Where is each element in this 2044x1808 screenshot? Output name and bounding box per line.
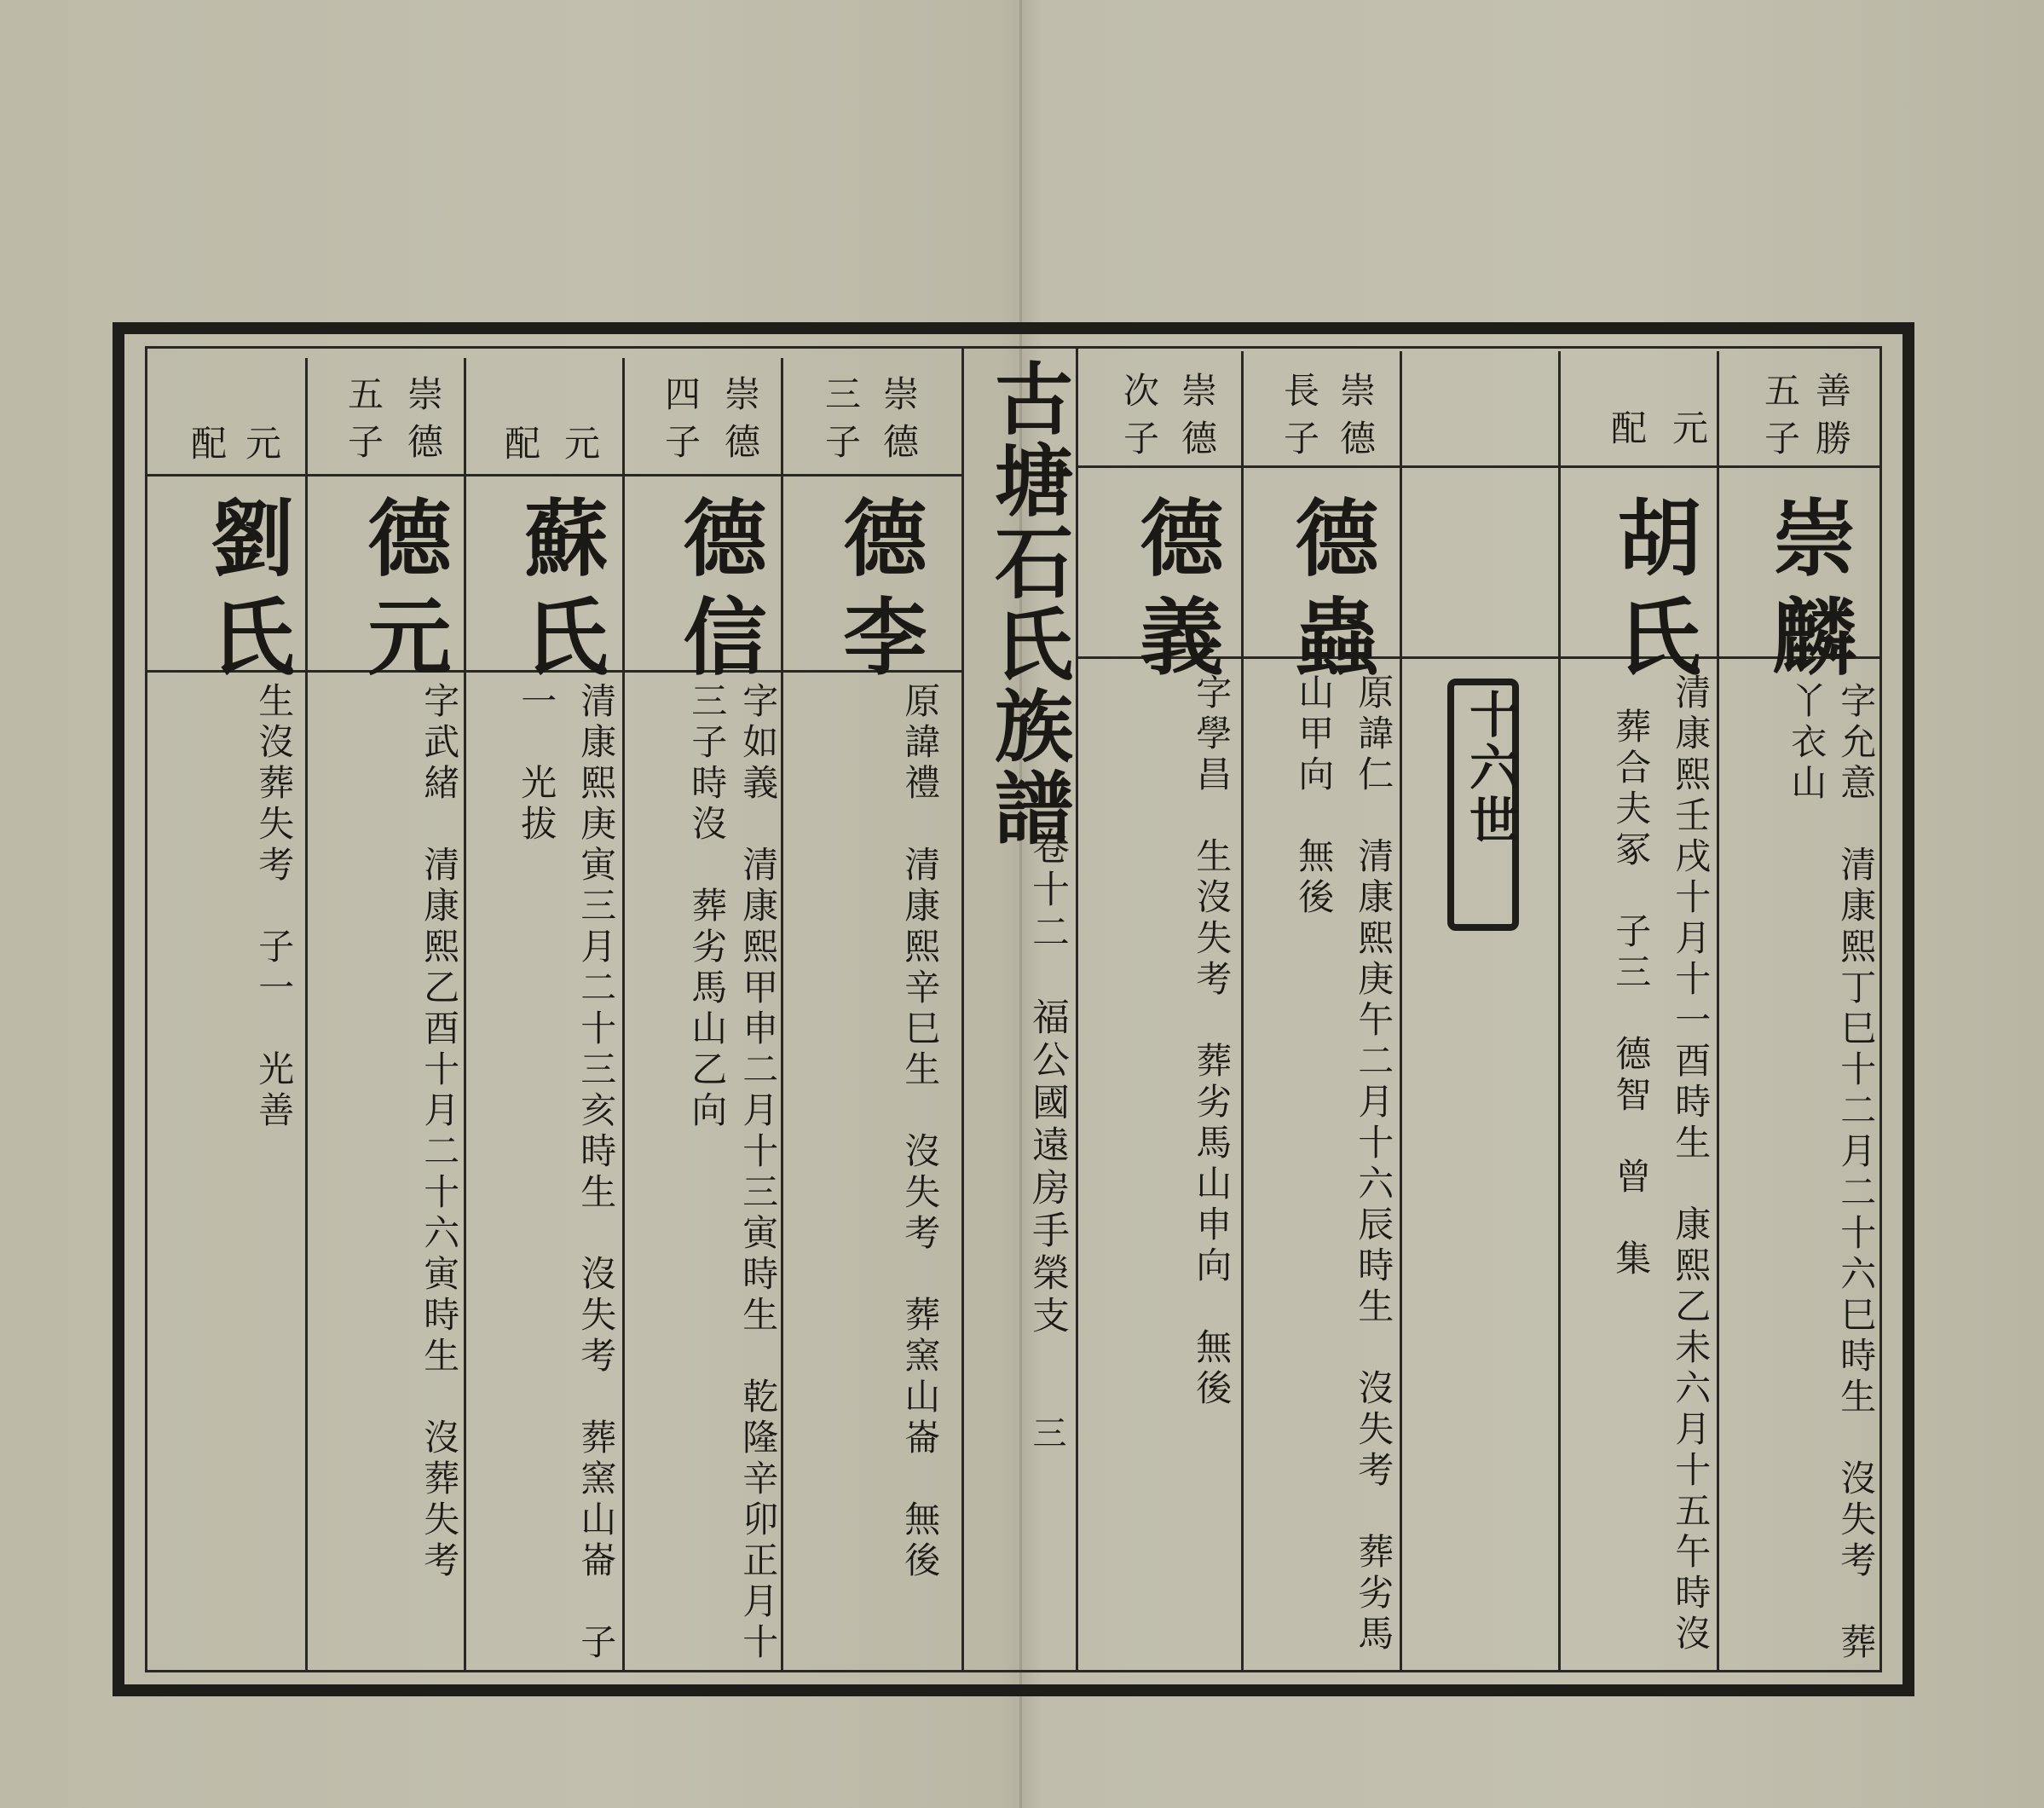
person-notes: 三子時沒 葬劣馬山乙向: [686, 682, 729, 1132]
column-header-rank: 配: [186, 425, 228, 472]
person-name: 劉氏: [197, 494, 295, 692]
person-notes: 山甲向 無後: [1293, 673, 1336, 919]
column-header-rank: 次子: [1118, 372, 1160, 467]
volume-number: 卷十二: [1025, 827, 1069, 955]
left-col-divider: [781, 358, 783, 1672]
column-header-parent: 崇德: [402, 375, 444, 471]
person-notes: 一 光拔: [516, 682, 558, 846]
person-name: 德蟲: [1281, 494, 1379, 692]
column-header-parent: 崇德: [719, 375, 761, 471]
column-header-parent: 崇德: [878, 375, 920, 471]
right-col-divider: [1241, 351, 1244, 1672]
column-header-rank: 配: [499, 425, 541, 472]
right-col-divider: [1717, 351, 1719, 1672]
generation-label: 十六世: [1461, 689, 1519, 847]
person-notes: 字武緒 清康熙乙酉十月二十六寅時生 沒葬失考: [419, 682, 461, 1582]
column-header-rank: 長子: [1279, 372, 1320, 467]
person-notes: 字允意 清康熙丁巳十二月二十六巳時生 沒失考 葬: [1835, 682, 1878, 1664]
person-name: 德信: [669, 494, 767, 692]
left-col-divider: [622, 358, 625, 1672]
column-header-rank: 三子: [820, 375, 862, 471]
book-title: 古塘石氏族譜: [982, 358, 1074, 849]
column-header-parent: 善勝: [1810, 372, 1852, 467]
person-name: 胡氏: [1603, 494, 1701, 692]
person-notes: 生沒葬失考 子一 光善: [253, 682, 296, 1132]
column-header-parent: 元: [559, 425, 601, 472]
column-header-rank: 五子: [1759, 372, 1801, 467]
person-name: 德李: [829, 494, 927, 692]
page-number: 三: [1027, 1415, 1066, 1449]
column-header-parent: 元: [240, 425, 282, 472]
center-divider-left: [961, 346, 964, 1672]
column-header-rank: 五子: [343, 375, 384, 471]
person-notes: 字如義 清康熙甲申二月十三寅時生 乾隆辛卯正月十: [737, 682, 780, 1664]
left-col-divider: [464, 358, 466, 1672]
person-notes: 原諱仁 清康熙庚午二月十六辰時生 沒失考 葬劣馬: [1353, 673, 1395, 1655]
person-name: 德元: [354, 494, 452, 692]
person-notes: 字學昌 生沒失考 葬劣馬山申向 無後: [1191, 673, 1233, 1410]
person-notes: 清康熙壬戌十月十一酉時生 康熙乙未六月十五午時沒: [1670, 673, 1712, 1655]
column-header-parent: 崇德: [1335, 372, 1377, 467]
column-header-rank: 四子: [660, 375, 702, 471]
person-notes: 清康熙庚寅三月二十三亥時生 沒失考 葬窯山崙 子: [575, 682, 618, 1664]
person-notes: 丫衣山: [1786, 682, 1828, 805]
left-header-rule: [145, 474, 961, 477]
person-name: 蘇氏: [511, 494, 609, 692]
volume-label: [1019, 827, 1074, 1338]
branch-label: 福公國遠房手榮支: [1025, 997, 1069, 1338]
person-name: 德義: [1126, 494, 1224, 692]
column-header-parent: 崇德: [1176, 372, 1218, 467]
right-col-divider: [1400, 351, 1402, 1672]
person-name: 崇麟: [1758, 494, 1856, 692]
column-header-parent: 元: [1667, 409, 1709, 457]
column-header-rank: 配: [1606, 409, 1648, 457]
person-notes: 原諱禮 清康熙辛巳生 沒失考 葬窯山崙 無後: [899, 682, 942, 1582]
right-col-divider: [1558, 351, 1561, 1672]
person-notes: 葬合夫冢 子三 德智 曾 集: [1610, 708, 1653, 1280]
